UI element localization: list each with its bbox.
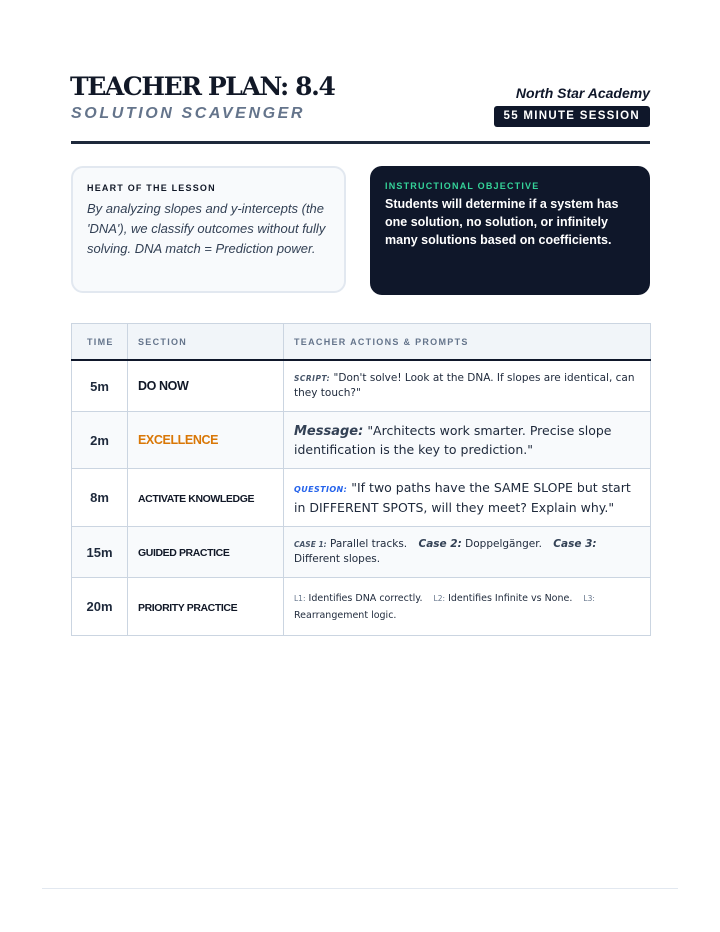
row-level-tag: L1: [294,593,306,603]
row-section-cell [128,360,284,412]
column-header-time: TIME [72,324,128,361]
table-row [72,360,651,412]
lesson-schedule-table [71,323,651,636]
row-action-text: "Architects work smarter. Precise slope identification is the key to prediction." [294,422,612,457]
row-time: 2m [72,412,128,469]
row-level-text: Identifies Infinite vs None. [448,592,573,604]
row-action-tag: Message: [294,423,364,439]
row-actions [284,412,651,469]
row-section-cell [128,412,284,469]
table-row [72,469,651,527]
header-divider [71,141,650,144]
row-section: ACTIVATE KNOWLEDGE [138,492,255,505]
row-action-text: "Don't solve! Look at the DNA. If slopes are identical, can they touch?" [294,372,635,399]
row-case-text: Parallel tracks. [330,538,408,550]
row-action-tag: QUESTION: [294,484,348,494]
row-case-text: Doppelgänger. [465,538,542,550]
row-section: PRIORITY PRACTICE [138,601,238,614]
row-actions [284,469,651,527]
row-time: 8m [72,469,128,527]
row-time: 5m [72,360,128,412]
page-subtitle: SOLUTION SCAVENGER [71,105,306,122]
table-row [72,527,651,578]
row-case-tag: Case 2: [418,538,462,550]
column-header-actions: TEACHER ACTIONS & PROMPTS [284,324,651,361]
row-action-text: "If two paths have the SAME SLOPE but start in DIFFERENT SPOTS, will they meet? Explain why." [294,479,631,515]
row-actions [284,527,651,578]
row-level-text: Identifies DNA correctly. [308,592,423,604]
heart-of-lesson-label: HEART OF THE LESSON [87,183,216,193]
page-title: TEACHER PLAN: 8.4 [70,72,335,101]
row-action-tag: SCRIPT: [294,374,331,383]
row-section: EXCELLENCE [138,433,219,447]
row-actions [284,360,651,412]
footer-divider [42,888,678,889]
heart-of-lesson-card [71,166,346,293]
column-header-section: SECTION [128,324,284,361]
plan-header [71,72,650,132]
row-level-tag: L3: [583,593,595,603]
row-time: 15m [72,527,128,578]
row-section-cell [128,469,284,527]
row-time: 20m [72,578,128,636]
row-actions [284,578,651,636]
table-header-row [72,324,651,361]
row-level-text: Rearrangement logic. [294,609,397,621]
row-section-cell [128,578,284,636]
instructional-objective-label: INSTRUCTIONAL OBJECTIVE [385,181,540,191]
row-section: DO NOW [138,379,189,393]
session-length-badge: 55 MINUTE SESSION [494,106,651,127]
instructional-objective-card [370,166,650,295]
row-level-tag: L2: [433,593,446,603]
row-case-text: Different slopes. [294,553,381,565]
row-case-tag: Case 3: [553,538,597,550]
row-section-cell [128,527,284,578]
row-section: GUIDED PRACTICE [138,547,230,559]
instructional-objective-text: Students will determine if a system has one solution, no solution, or infinitely many solutions based on coefficients. [385,197,619,247]
school-name: North Star Academy [515,85,650,101]
row-case-tag: CASE 1: [294,540,327,549]
heart-of-lesson-text: By analyzing slopes and y-intercepts (the 'DNA'), we classify outcomes without fully solving. DNA match = Prediction power. [87,201,326,256]
table-row [72,578,651,636]
table-row [72,412,651,469]
